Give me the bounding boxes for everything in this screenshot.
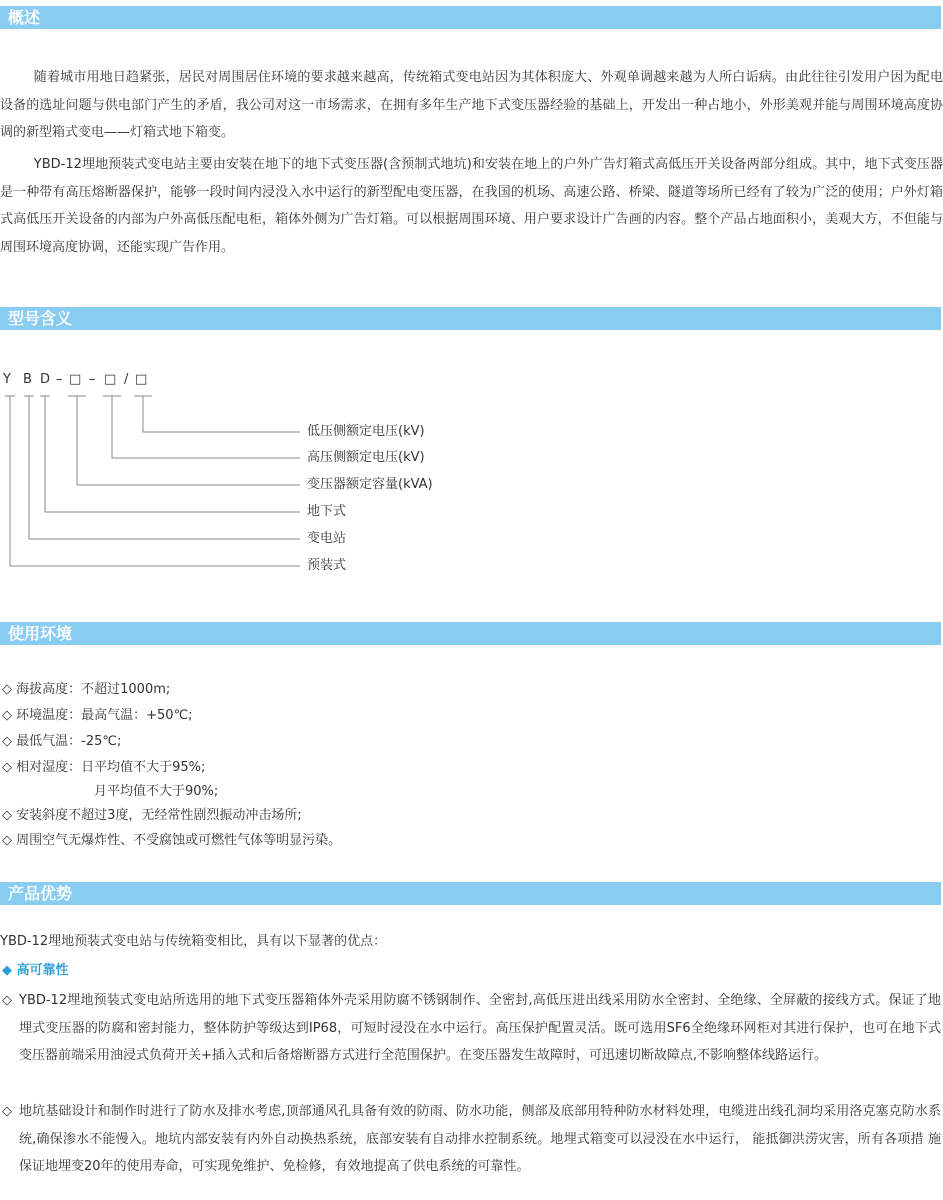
env-text: 周围空气无爆炸性、不受腐蚀或可燃性气体等明显污染。 — [16, 833, 342, 848]
diamond-bullet-icon: ◇ — [2, 760, 12, 775]
advantage-item — [2, 1098, 941, 1181]
model-label-prefabricated: 预装式 — [307, 558, 347, 573]
advantages-subtitle-text: 高可靠性 — [16, 963, 69, 978]
model-code-char: □ — [69, 372, 82, 387]
advantages-subtitle — [2, 961, 69, 981]
model-code-char: D — [40, 372, 51, 387]
diamond-bullet-icon: ◇ — [2, 993, 12, 1008]
model-code-char: □ — [135, 372, 148, 387]
env-text: 安装斜度不超过3度，无经常性剧烈振动冲击场所; — [16, 808, 302, 823]
env-item — [2, 680, 170, 700]
env-item-continuation: 月平均值不大于90%; — [94, 784, 219, 799]
model-label-substation: 变电站 — [307, 531, 347, 546]
model-label-underground: 地下式 — [307, 504, 347, 519]
advantage-item — [2, 987, 941, 1070]
env-text: 海拔高度：不超过1000m; — [16, 682, 171, 697]
model-label-capacity: 变压器额定容量(kVA) — [307, 477, 433, 492]
model-code-char: – — [89, 372, 96, 387]
diamond-bullet-icon: ◇ — [2, 708, 12, 723]
advantages-intro: YBD-12埋地预装式变电站与传统箱变相比，具有以下显著的优点： — [0, 934, 387, 949]
env-item — [2, 758, 205, 778]
model-code-char: Y — [3, 372, 11, 387]
section-header-model: 型号含义 — [0, 307, 941, 330]
diamond-filled-bullet-icon: ◆ — [2, 963, 12, 978]
advantage-text: YBD-12埋地预装式变电站所选用的地下式变压器箱体外壳采用防腐不锈钢制作、全密封,高低压进出线采用防水全密封、全绝缘、全屏蔽的接线方式。保证了地埋式变压器的防腐和密封能力，整体防护等级达到IP68，可短时浸没在水中运行。高压保护配置灵活。既可选用SF6全绝缘环网柜对其进行保护，也可在地下式变压器前端采用油浸式负荷开关+插入式和后备熔断器方式进行全范围保护。在变压器发生故障时，可迅速切断故障点,不影响整体线路运行。 — [19, 993, 941, 1063]
diamond-bullet-icon: ◇ — [2, 1104, 12, 1119]
env-item — [2, 706, 193, 726]
section-header-overview: 概述 — [0, 6, 941, 29]
diamond-bullet-icon: ◇ — [2, 833, 12, 848]
diamond-bullet-icon: ◇ — [2, 808, 12, 823]
model-code-char: □ — [104, 372, 117, 387]
model-code-char: B — [23, 372, 32, 387]
env-item — [2, 806, 302, 826]
overview-paragraph-2: YBD-12埋地预装式变电站主要由安装在地下的地下式变压器(含预制式地坑)和安装在地上的户外广告灯箱式高低压开关设备两部分组成。其中，地下式变压器是一种带有高压熔断器保护，能够一段时间内浸没入水中运行的新型配电变压器，在我国的机场、高速公路、桥梁、隧道等场所已经有了较为广泛的使用；户外灯箱式高低压开关设备的内部为户外高低压配电柜，箱体外侧为广告灯箱。可以根据周围环境、用户要求设计广告画的内容。整个产品占地面积小，美观大方，不但能与周围环境高度协调，还能实现广告作用。 — [0, 157, 943, 255]
model-code-char: / — [124, 372, 129, 387]
section-header-environment: 使用环境 — [0, 622, 941, 645]
model-code-char: – — [56, 372, 63, 387]
section-header-advantages: 产品优势 — [0, 882, 941, 905]
model-code-leader-lines — [0, 392, 320, 582]
advantage-text: 地坑基础设计和制作时进行了防水及排水考虑,顶部通风孔具备有效的防雨、防水功能，侧部及底部用特种防水材料处理，电缆进出线孔洞均采用洛克塞克防水系统,确保渗水不能慢入。地坑内部安装有内外自动换热系统，底部安装有自动排水控制系统。地埋式箱变可以浸没在水中运行， 能抵御洪涝灾害，所有各项措 施保证地埋变20年的使用寿命，可实现免维护、免检修，有效地提高了供电系统的可靠性。 — [19, 1104, 941, 1174]
env-item — [2, 732, 121, 752]
model-label-low-voltage: 低压侧额定电压(kV) — [307, 424, 425, 439]
env-text: 环境温度：最高气温：+50℃; — [16, 708, 193, 723]
diamond-bullet-icon: ◇ — [2, 734, 12, 749]
env-item — [2, 831, 341, 851]
env-text: 相对湿度：日平均值不大于95%; — [16, 760, 206, 775]
env-text: 最低气温：-25℃; — [16, 734, 122, 749]
overview-paragraph-1: 随着城市用地日趋紧张，居民对周围居住环境的要求越来越高，传统箱式变电站因为其体积庞大、外观单调越来越为人所白诟病。由此往往引发用户因为配电设备的选址问题与供电部门产生的矛盾，我公司对这一市场需求，在拥有多年生产地下式变压器经验的基础上，开发出一种占地小，外形美观并能与周围环境高度协调的新型箱式变电——灯箱式地下箱变。 — [0, 70, 943, 140]
model-label-high-voltage: 高压侧额定电压(kV) — [307, 450, 425, 465]
diamond-bullet-icon: ◇ — [2, 682, 12, 697]
